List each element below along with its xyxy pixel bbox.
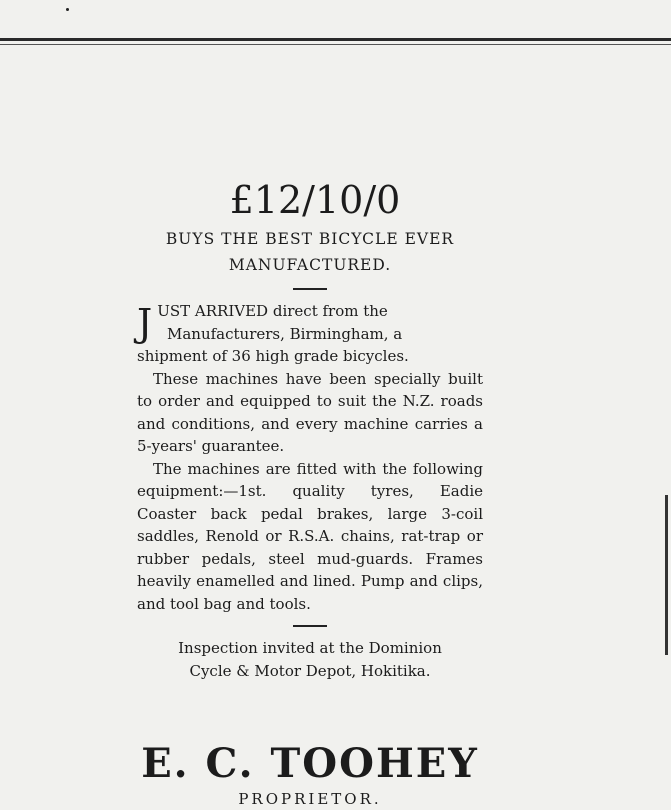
paragraph-arrival	[137, 300, 483, 368]
paragraph-arrival-line-2: Manufacturers, Birmingham, a	[167, 324, 403, 343]
advertisement	[137, 178, 483, 682]
divider-rule-2	[293, 625, 327, 627]
right-column-rule	[665, 495, 668, 655]
top-column-rule-thin	[0, 44, 671, 45]
price: £12/10/0	[229, 178, 401, 222]
advert-body	[137, 300, 483, 615]
print-speck	[66, 8, 69, 11]
headline-line-1: BUYS THE BEST BICYCLE EVER	[165, 230, 455, 248]
inspection-notice	[137, 637, 483, 682]
paragraph-arrival-line-1: UST ARRIVED direct from the	[157, 302, 388, 320]
top-column-rule	[0, 38, 671, 41]
proprietor-title: PROPRIETOR.	[238, 790, 382, 808]
inspection-line-2: Cycle & Motor Depot, Hokitika.	[189, 661, 431, 680]
headline-line-2: MANUFACTURED.	[228, 256, 392, 274]
proprietor-name: E. C. TOOHEY	[141, 740, 479, 787]
headline	[137, 226, 483, 278]
inspection-line-1: Inspection invited at the Dominion	[178, 639, 442, 657]
paragraph-equipment: The machines are fitted with the following equipment:—1st. quality tyres, Eadie Coaster back pedal brakes, large 3-coil saddles, Renold or R.S.A. chains, rat-trap or rubber pedals, steel mud-guards. Frames heavily enamelled and lined. Pump and clips, and tool bag and tools.	[137, 459, 483, 613]
paragraph-specification: These machines have been specially built to order and equipped to suit the N.Z. roads and conditions, and every machine carries a 5-years' guarantee.	[137, 369, 483, 455]
divider-rule	[293, 288, 327, 290]
paragraph-arrival-rest: shipment of 36 high grade bicycles.	[137, 347, 409, 365]
drop-cap: J	[137, 301, 153, 345]
